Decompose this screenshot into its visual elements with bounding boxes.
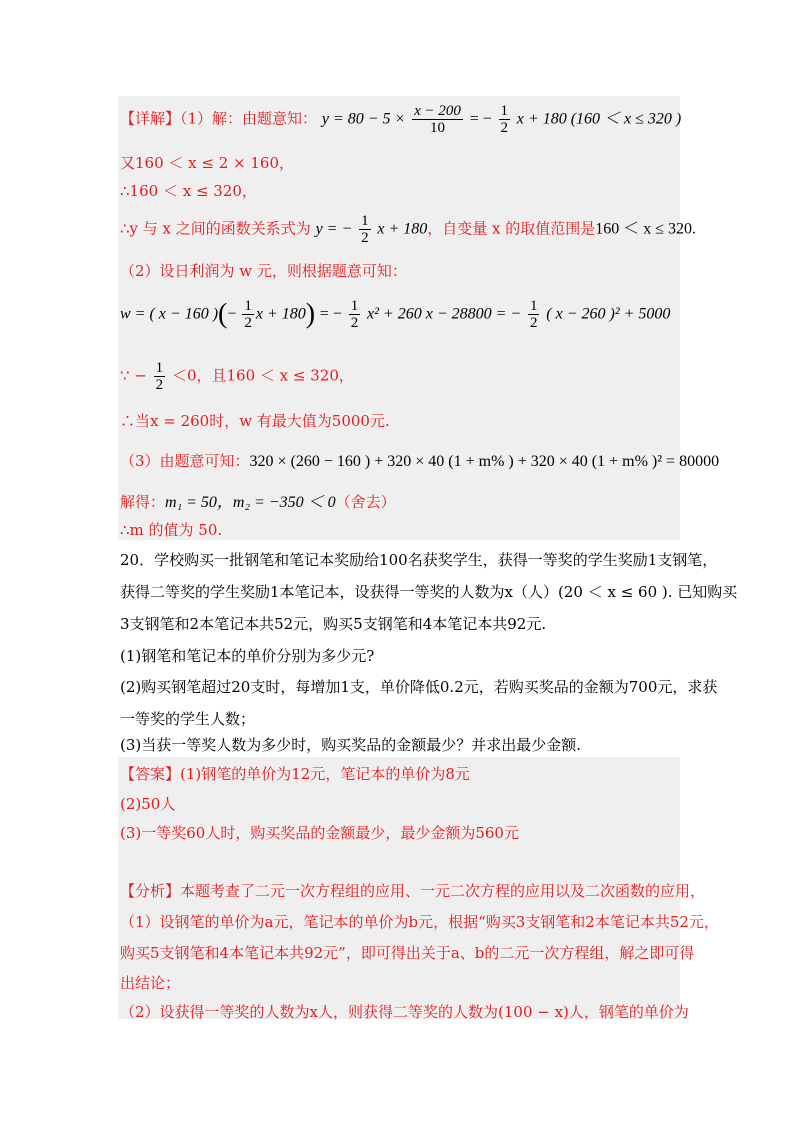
solution-line-7: ∵ − $\frac{1}{2}$ ＜0，且160 ＜ x ≤ 320， bbox=[120, 360, 354, 393]
problem-text-2: 获得二等奖的学生奖励1本笔记本，设获得一等奖的人数为x（人）(20 ＜ x ≤ 60 ). 已知购买 bbox=[120, 583, 738, 601]
analysis-line-2: （1）设钢笔的单价为a元，笔记本的单价为b元，根据“购买3支钢笔和2本笔记本共52元， bbox=[120, 913, 719, 931]
answer-line-2: (2)50人 bbox=[120, 795, 176, 813]
analysis-line-5: （2）设获得一等奖的人数为x人，则获得二等奖的人数为(100 − x)人，钢笔的单价为 bbox=[120, 1003, 689, 1021]
eq-equals: = − bbox=[469, 110, 492, 128]
analysis-line-3: 购买5支钢笔和4本笔记本共92元”，即可得出关于a、b的二元一次方程组，解之即可得 bbox=[120, 944, 695, 962]
eq-range: x + 180 (160 ＜ x ≤ 320 ) bbox=[516, 110, 682, 128]
question-2-line-2: 一等奖的学生人数； bbox=[120, 710, 256, 728]
solution-line-1 bbox=[120, 103, 681, 136]
solution-line-2: 又160 ＜ x ≤ 2 × 160， bbox=[120, 154, 295, 172]
answer-line-1: 【答案】(1)钢笔的单价为12元，笔记本的单价为8元 bbox=[120, 765, 470, 783]
analysis-line-4: 出结论； bbox=[120, 974, 181, 992]
problem-text-1: 20．学校购买一批钢笔和笔记本奖励给100名获奖学生，获得一等奖的学生奖励1支钢笔， bbox=[120, 551, 718, 569]
fraction-half: $\frac{1}{2}$ bbox=[500, 103, 509, 136]
question-3: (3)当获一等奖人数为多少时，购买奖品的金额最少？并求出最少金额. bbox=[120, 736, 582, 754]
question-2-line-1: (2)购买钢笔超过20支时，每增加1支，单价降低0.2元，若购买奖品的金额为700元，求获 bbox=[120, 678, 718, 696]
solution-line-6: w = ( x − 160 )(− $\frac{1}{2}$ x + 180) = − $\frac{1}{2}$ x² + 260 x − 28800 = − $\frac{1}{2}$ ( x − 260 )² + 5000 bbox=[120, 298, 671, 331]
solution-line-8: ∴当x = 260时，w 有最大值为5000元. bbox=[120, 412, 390, 430]
fraction-half: $\frac{1}{2}$ bbox=[244, 298, 252, 331]
detail-tag: 【详解】 bbox=[120, 109, 181, 128]
answer-line-3: (3)一等奖60人时，购买奖品的金额最少，最少金额为560元 bbox=[120, 824, 519, 842]
analysis-tag: 【分析】 bbox=[120, 882, 181, 900]
fraction-half: $\frac{1}{2}$ bbox=[361, 213, 369, 246]
fraction-x200-10: $\frac{x - 200}{10}$ bbox=[414, 103, 461, 136]
analysis-line-1: 【分析】本题考查了二元一次方程组的应用、一元二次方程的应用以及二次函数的应用， bbox=[120, 882, 706, 900]
solution-line-4: ∴y 与 x 之间的函数关系式为 y = − $\frac{1}{2}$ x + 180，自变量 x 的取值范围是160 ＜ x ≤ 320. bbox=[120, 213, 697, 246]
problem-text-3: 3支钢笔和2本笔记本共52元，购买5支钢笔和4本笔记本共92元. bbox=[120, 615, 547, 633]
solution-line-11: ∴m 的值为 50. bbox=[120, 521, 223, 539]
solution-line-9: （3）由题意可知：320 × (260 − 160 ) + 320 × 40 (1 + m% ) + 320 × 40 (1 + m% )² = 80000 bbox=[120, 452, 720, 470]
fraction-half: $\frac{1}{2}$ bbox=[529, 298, 538, 331]
solution-line-10: 解得：m₁ = 50，m₂ = −350 ＜ 0（舍去） bbox=[120, 493, 396, 511]
solution-line-3: ∴160 ＜ x ≤ 320， bbox=[120, 182, 257, 200]
eq-y-def: y = 80 − 5 × bbox=[321, 110, 406, 128]
solution-line-5: （2）设日利润为 w 元，则根据题意可知： bbox=[120, 262, 407, 280]
question-1: (1)钢笔和笔记本的单价分别为多少元? bbox=[120, 647, 375, 665]
fraction-half: $\frac{1}{2}$ bbox=[350, 298, 359, 331]
answer-tag: 【答案】 bbox=[120, 765, 181, 783]
step-1-label: （1）解：由题意知： bbox=[180, 109, 318, 128]
fraction-half: $\frac{1}{2}$ bbox=[155, 360, 164, 393]
